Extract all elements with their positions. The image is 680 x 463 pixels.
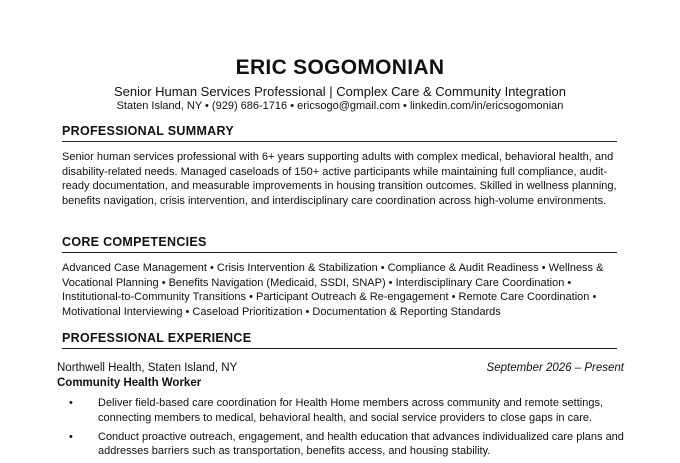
job-bullet [69, 396, 638, 425]
job-title: Community Health Worker [57, 377, 202, 389]
summary-heading: PROFESSIONAL SUMMARY [62, 124, 234, 138]
bullet-icon: • [69, 397, 73, 409]
competencies-divider [62, 252, 617, 253]
job-bullet-text: Deliver field-based care coordination for Health Home members across community and remote settings, connecting members to medical, behavioral health, and social service providers to close gaps in care. [98, 397, 603, 424]
job-dates: September 2026 – Present [486, 362, 624, 374]
bullet-icon: • [69, 430, 73, 443]
summary-divider [62, 141, 617, 142]
contact-line: Staten Island, NY • (929) 686-1716 • ericsogo@gmail.com • linkedin.com/in/ericsogomonian [116, 100, 564, 112]
job-bullet-list [69, 396, 638, 463]
professional-tagline: Senior Human Services Professional | Complex Care & Community Integration [113, 84, 567, 99]
competencies-heading: CORE COMPETENCIES [62, 235, 207, 249]
job-bullet-text: Conduct proactive outreach, engagement, and health education that advances individualized care plans and addresses barriers such as transportation, benefits access, and housing stability. [98, 430, 624, 458]
job-organization: Northwell Health, Staten Island, NY [57, 362, 238, 374]
experience-heading: PROFESSIONAL EXPERIENCE [62, 331, 252, 345]
job-bullet [69, 430, 638, 459]
summary-text: Senior human services professional with 6+ years supporting adults with complex medical, behavioral health, and disability-related needs. Managed caseloads of 150+ active participants while maintaining full compliance, audit-ready documentation, and measurable improvements in housing transition outcomes. Skilled in wellness planning, benefits navigation, crisis intervention, and interdisciplinary care coordination across high-volume environments. [62, 151, 617, 207]
candidate-name: ERIC SOGOMONIAN [235, 56, 445, 79]
experience-divider [62, 348, 617, 349]
competencies-text: Advanced Case Management • Crisis Intervention & Stabilization • Compliance & Audit Readiness • Wellness & Vocational Planning • Benefits Navigation (Medicaid, SSDI, SNAP) • Interdisciplinary Care Coordination • Institutional-to-Community Transitions • Participant Outreach & Re-engagement • Remote Care Coordination • Motivational Interviewing • Caseload Prioritization • Documentation & Reporting Standards [62, 262, 604, 318]
